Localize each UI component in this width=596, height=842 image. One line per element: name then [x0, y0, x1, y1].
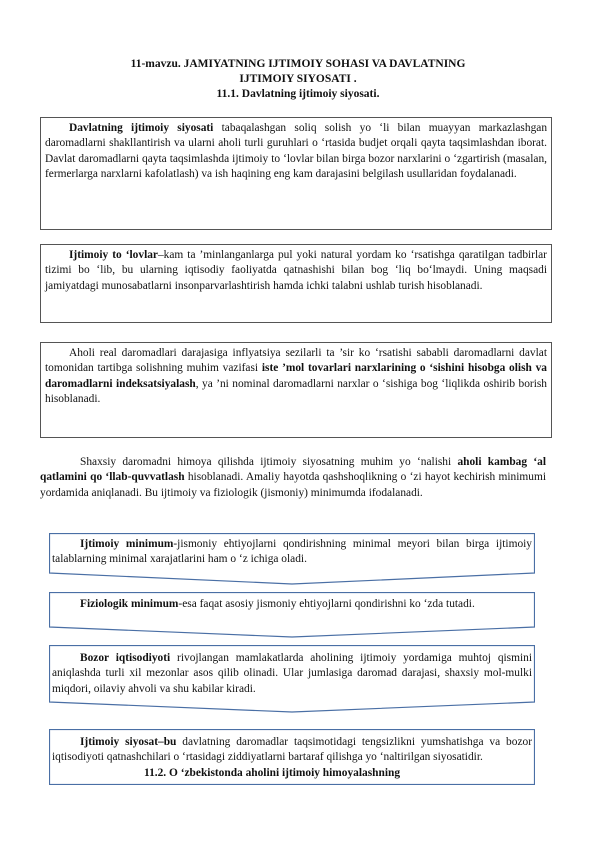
arrow-text: rivojlangan mamlakatlarda aholining ijtimoiy yordamiga muhtoj qismini aniqlashda turli xil mezonlar asos qilib olinadi. Ular jumlasiga daromad darajasi, shaxsiy mol-mulki miqdori, oilaviy ahvoli va shu kabilar kiradi. [52, 652, 532, 695]
arrow-box-market-economy [49, 645, 535, 713]
paragraph-text-part1: Shaxsiy daromadni himoya qilishda ijtimoiy siyosatning muhim yo ‘nalishi [80, 456, 458, 468]
term-market-economy: Bozor iqtisodiyoti [80, 652, 171, 664]
topic-title [40, 57, 556, 102]
paragraph-poverty [40, 455, 546, 501]
arrow-box-social-minimum [49, 533, 535, 585]
box-text-part1: Aholi real daromadlari darajasiga inflyatsiya sezilarli ta ’sir ko ‘rsatishi sababli daromadlarni davlat tomonidan tartibga solishning muhim vazifasi [45, 347, 547, 375]
term-indexation: iste ’mol tovarlari narxlarining o ‘sishini hisobga olish va daromadlarni indeksatsiyalash [45, 362, 547, 390]
overlapping-section-heading: 11.2. O ‘zbekistonda aholini ijtimoiy himoyalashning [144, 767, 401, 779]
definition-text: davlatning daromadlar taqsimotidagi tengsizlikni yumshatishga va bozor iqtisodiyoti qatnashchilari o ‘rtasidagi ziddiyatlarni bartaraf qilishga yo ‘naltirilgan siyosatidir. [52, 736, 532, 764]
term-poor-support: aholi kambag ‘al qatlamini qo ‘llab-quvvatlash [40, 456, 546, 484]
term-social-policy-is: Ijtimoiy siyosat–bu [80, 736, 177, 748]
box-text-part2: , ya ’ni nominal daromadlarni narxlar o ‘sishiga bog ‘liqlikda oshirib borish hisoblanadi. [45, 377, 548, 406]
paragraph-text-part2: hisoblanadi. Amaliy hayotda qashshoqlikning o ‘zi hayot kechirish minimumi yordamida aniqlanadi. Bu ijtimoiy va fiziologik (jismoniy) minimumda ifodalanadi. [40, 471, 546, 499]
topic-title-line2: IJTIMOIY SIYOSATI . [239, 73, 357, 85]
arrow-text: -esa faqat asosiy jismoniy ehtiyojlarni qondirishni ko ‘zda tutadi. [178, 598, 475, 610]
arrow-box-physiological-minimum [49, 592, 535, 638]
term-social-policy: Davlatning ijtimoiy siyosati [69, 122, 214, 134]
term-social-payments: Ijtimoiy to ‘lovlar [69, 249, 158, 261]
definition-text: –kam ta ’minlanganlarga pul yoki natural yordam ko ‘rsatishga qaratilgan tadbirlar tizimi bo ‘lib, bu ularning iqtisodiy faoliyatda qatnashishi bilan bog ‘liq bo‘lmaydi. Uning maqsadi jamiyatdagi munosabatlarni insonparvarlashtirish hamda ichki talabni ushlab turish hisoblanadi. [45, 249, 547, 292]
arrow-text: -jismoniy ehtiyojlarni qondirishning minimal meyori bilan birga ijtimoiy talablarning minimal xarajatlarini ham o ‘z ichiga oladi. [52, 538, 532, 566]
topic-title-line1: 11-mavzu. JAMIYATNING IJTIMOIY SOHASI VA DAVLATNING [130, 58, 466, 70]
definition-box-indexation [40, 342, 552, 438]
section-title: 11.1. Davlatning ijtimoiy siyosati. [216, 88, 380, 100]
definition-box-social-policy [40, 117, 552, 230]
definition-text: tabaqalashgan soliq solish yo ‘li bilan muayyan markazlashgan daromadlarni shakllantirish va ularni aholi turli guruhlari o ‘rtasida budjet orqali qayta taqsimlashdan iborat. Davlat daromadlarni qayta taqsimlashda ijtimoiy to ‘lovlar bilan birga bozor narxlarini o ‘zgartirish (masalan, fermerlarga narxlarni kafolatlash) va ish haqining eng kam darajasini belgilash usullaridan foydalanadi. [45, 122, 548, 181]
definition-box-social-payments [40, 244, 552, 323]
term-physiological-minimum: Fiziologik minimum [80, 598, 179, 610]
term-social-minimum: Ijtimoiy minimum [80, 538, 174, 550]
definition-box-social-policy-2 [49, 729, 535, 785]
